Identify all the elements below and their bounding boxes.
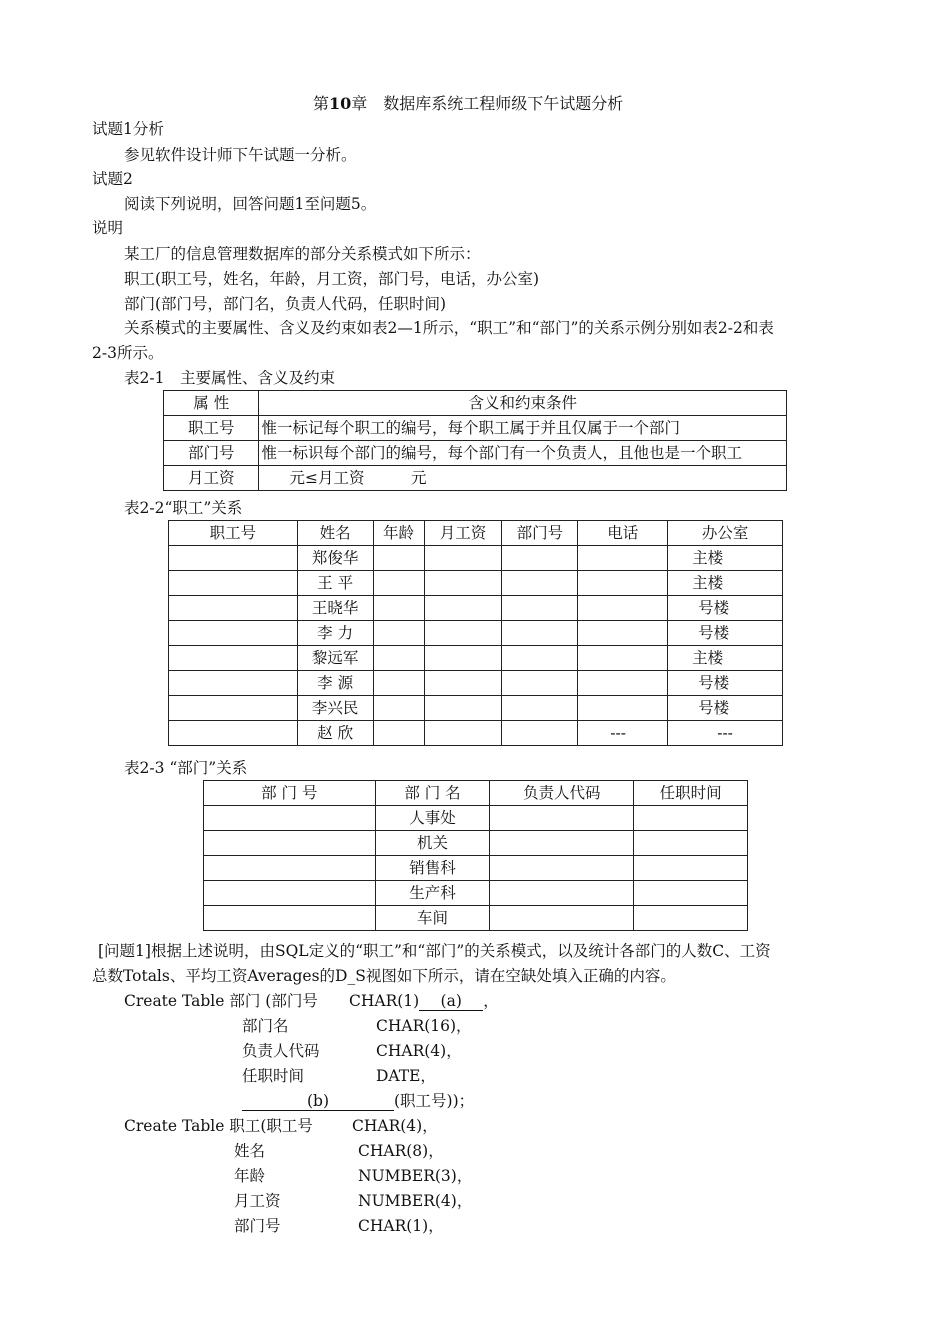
answer-blank-a: (a) bbox=[419, 993, 483, 1011]
table-cell: 车间 bbox=[375, 906, 490, 931]
table-cell bbox=[373, 696, 424, 721]
table-cell bbox=[578, 621, 668, 646]
table-header-cell: 含义和约束条件 bbox=[259, 391, 787, 416]
table-cell: 主楼 bbox=[668, 646, 783, 671]
table-cell: 号楼 bbox=[668, 696, 783, 721]
table-row bbox=[169, 721, 783, 746]
table-cell bbox=[373, 646, 424, 671]
table-cell bbox=[424, 571, 502, 596]
sql-type: NUMBER(4)， bbox=[358, 1192, 473, 1210]
sql-field: 年龄 bbox=[234, 1167, 266, 1185]
table-cell bbox=[502, 721, 578, 746]
table-header-row bbox=[164, 391, 787, 416]
table-cell bbox=[634, 831, 748, 856]
table-cell: 王 平 bbox=[297, 571, 373, 596]
q2-text: 阅读下列说明，回答问题1至问题5。 bbox=[124, 195, 377, 213]
table-cell bbox=[424, 546, 502, 571]
table-cell: 人事处 bbox=[375, 806, 490, 831]
sql-field: 月工资 bbox=[234, 1192, 281, 1210]
table-cell: 月工资 bbox=[164, 466, 259, 491]
desc-line: 职工(职工号，姓名，年龄，月工资，部门号，电话，办公室) bbox=[124, 270, 540, 288]
table-cell: 主楼 bbox=[668, 571, 783, 596]
page-title bbox=[313, 94, 623, 114]
table-cell bbox=[502, 571, 578, 596]
table-header-cell: 负责人代码 bbox=[490, 781, 634, 806]
table-header-cell: 办公室 bbox=[668, 521, 783, 546]
table-cell: 郑俊华 bbox=[297, 546, 373, 571]
table-cell bbox=[373, 571, 424, 596]
table-cell bbox=[502, 596, 578, 621]
table-header-cell: 部门号 bbox=[502, 521, 578, 546]
chapter-title: 章 数据库系统工程师级下午试题分析 bbox=[351, 94, 624, 113]
table-cell bbox=[424, 721, 502, 746]
table-cell bbox=[634, 906, 748, 931]
table-cell bbox=[490, 881, 634, 906]
table-cell bbox=[204, 856, 376, 881]
question1-line: 总数Totals、平均工资Averages的D_S视图如下所示，请在空缺处填入正确的内容。 bbox=[92, 967, 676, 985]
table-cell: 职工号 bbox=[164, 416, 259, 441]
table-cell bbox=[424, 671, 502, 696]
table-cell bbox=[502, 646, 578, 671]
table-cell: 销售科 bbox=[375, 856, 490, 881]
table-row bbox=[204, 831, 748, 856]
sql-type: CHAR(16)， bbox=[376, 1017, 472, 1035]
table-cell: 李 力 bbox=[297, 621, 373, 646]
table-cell bbox=[204, 906, 376, 931]
table-header-row bbox=[204, 781, 748, 806]
sql-line bbox=[349, 991, 499, 1011]
table-row bbox=[169, 546, 783, 571]
table3-caption: 表2-3 “部门”关系 bbox=[124, 759, 248, 777]
table-cell bbox=[373, 621, 424, 646]
table1-caption: 表2-1 主要属性、含义及约束 bbox=[124, 369, 335, 387]
table-cell: 号楼 bbox=[668, 596, 783, 621]
table-cell: 主楼 bbox=[668, 546, 783, 571]
table-row bbox=[204, 806, 748, 831]
sql-type: CHAR(1) bbox=[349, 992, 420, 1010]
table-cell bbox=[169, 596, 298, 621]
table-cell bbox=[169, 721, 298, 746]
table-cell: 部门号 bbox=[164, 441, 259, 466]
table-cell bbox=[424, 646, 502, 671]
q1-text: 参见软件设计师下午试题一分析。 bbox=[124, 146, 357, 164]
table-cell bbox=[204, 806, 376, 831]
table-cell: 惟一标记每个职工的编号，每个职工属于并且仅属于一个部门 bbox=[259, 416, 787, 441]
table-cell bbox=[502, 621, 578, 646]
chapter-prefix: 第 bbox=[313, 94, 330, 113]
table-row bbox=[204, 906, 748, 931]
table-header-cell: 职工号 bbox=[169, 521, 298, 546]
table-cell bbox=[169, 571, 298, 596]
table-cell: 号楼 bbox=[668, 621, 783, 646]
sql-type: CHAR(4)， bbox=[376, 1042, 462, 1060]
table-cell bbox=[169, 696, 298, 721]
table-cell bbox=[373, 671, 424, 696]
table-cell bbox=[169, 646, 298, 671]
sql-type: CHAR(4)， bbox=[352, 1117, 438, 1135]
table-header-cell: 部 门 号 bbox=[204, 781, 376, 806]
table-cell bbox=[169, 546, 298, 571]
table-row bbox=[169, 696, 783, 721]
table-cell: 李兴民 bbox=[297, 696, 373, 721]
table-cell bbox=[424, 596, 502, 621]
table-row bbox=[204, 856, 748, 881]
sql-field: 部门名 bbox=[242, 1017, 289, 1035]
desc-line: 2-3所示。 bbox=[92, 344, 164, 362]
table-header-cell: 年龄 bbox=[373, 521, 424, 546]
table-cell bbox=[424, 621, 502, 646]
table-cell bbox=[490, 831, 634, 856]
sql-type: (职工号))； bbox=[394, 1092, 475, 1110]
table-header-cell: 属 性 bbox=[164, 391, 259, 416]
table-cell: 号楼 bbox=[668, 671, 783, 696]
table-cell: 生产科 bbox=[375, 881, 490, 906]
table-cell bbox=[634, 881, 748, 906]
table-cell bbox=[169, 621, 298, 646]
sql-type: DATE， bbox=[376, 1067, 436, 1085]
desc-heading: 说明 bbox=[92, 219, 124, 237]
sql-line bbox=[242, 1091, 474, 1111]
table-employees bbox=[168, 520, 783, 746]
table-cell bbox=[502, 696, 578, 721]
chapter-number: 10 bbox=[329, 94, 352, 113]
table-cell bbox=[169, 671, 298, 696]
table-cell: 李 源 bbox=[297, 671, 373, 696]
q2-heading: 试题2 bbox=[92, 170, 133, 188]
sql-field: 任职时间 bbox=[242, 1067, 305, 1085]
table-row bbox=[164, 466, 787, 491]
table-header-cell: 任职时间 bbox=[634, 781, 748, 806]
table2-caption: 表2-2“职工”关系 bbox=[124, 499, 243, 517]
table-cell bbox=[490, 806, 634, 831]
sql-field: 负责人代码 bbox=[242, 1042, 320, 1060]
sql-field: 姓名 bbox=[234, 1142, 266, 1160]
table-cell bbox=[634, 806, 748, 831]
table-cell bbox=[373, 596, 424, 621]
table-cell bbox=[578, 671, 668, 696]
table-cell: 黎远军 bbox=[297, 646, 373, 671]
sql-type: CHAR(8)， bbox=[358, 1142, 444, 1160]
table-cell bbox=[578, 696, 668, 721]
table-header-cell: 月工资 bbox=[424, 521, 502, 546]
question1-line: [问题1]根据上述说明，由SQL定义的“职工”和“部门”的关系模式，以及统计各部门的人数C、工资 bbox=[98, 942, 771, 960]
sql-type: CHAR(1)， bbox=[358, 1217, 444, 1235]
table-cell bbox=[502, 671, 578, 696]
q1-heading: 试题1分析 bbox=[92, 120, 164, 138]
table-row bbox=[169, 621, 783, 646]
table-cell bbox=[578, 571, 668, 596]
table-cell: --- bbox=[578, 721, 668, 746]
answer-blank-b: (b) bbox=[242, 1093, 394, 1111]
desc-line: 某工厂的信息管理数据库的部分关系模式如下所示： bbox=[124, 245, 481, 263]
table-cell: 王晓华 bbox=[297, 596, 373, 621]
sql-line: Create Table 职工(职工号 bbox=[124, 1117, 313, 1135]
table-cell bbox=[578, 596, 668, 621]
table-cell bbox=[502, 546, 578, 571]
table-cell bbox=[424, 696, 502, 721]
sql-field: 部门号 bbox=[234, 1217, 281, 1235]
sql-type: NUMBER(3)， bbox=[358, 1167, 473, 1185]
table-row bbox=[169, 596, 783, 621]
table-cell: 惟一标识每个部门的编号，每个部门有一个负责人，且他也是一个职工 bbox=[259, 441, 787, 466]
table-row bbox=[204, 881, 748, 906]
table-cell: 机关 bbox=[375, 831, 490, 856]
table-header-cell: 姓名 bbox=[297, 521, 373, 546]
table-departments bbox=[203, 780, 748, 931]
table-cell bbox=[204, 831, 376, 856]
table-cell: 赵 欣 bbox=[297, 721, 373, 746]
table-row bbox=[169, 671, 783, 696]
table-row bbox=[164, 441, 787, 466]
table-cell bbox=[373, 721, 424, 746]
table-row bbox=[164, 416, 787, 441]
table-cell bbox=[634, 856, 748, 881]
table-row bbox=[169, 646, 783, 671]
sql-punct: ， bbox=[483, 992, 499, 1010]
table-cell bbox=[490, 906, 634, 931]
table-cell bbox=[578, 546, 668, 571]
table-cell bbox=[373, 546, 424, 571]
table-attributes bbox=[163, 390, 787, 491]
table-cell bbox=[490, 856, 634, 881]
table-cell bbox=[578, 646, 668, 671]
table-cell: 元≤月工资 元 bbox=[259, 466, 787, 491]
table-cell bbox=[204, 881, 376, 906]
table-cell: --- bbox=[668, 721, 783, 746]
desc-line: 部门(部门号，部门名，负责人代码，任职时间) bbox=[124, 295, 447, 313]
table-row bbox=[169, 571, 783, 596]
sql-line: Create Table 部门 (部门号 bbox=[124, 992, 318, 1010]
table-header-cell: 部 门 名 bbox=[375, 781, 490, 806]
desc-line: 关系模式的主要属性、含义及约束如表2—1所示，“职工”和“部门”的关系示例分别如表2-2和表 bbox=[124, 319, 774, 337]
table-header-cell: 电话 bbox=[578, 521, 668, 546]
table-header-row bbox=[169, 521, 783, 546]
